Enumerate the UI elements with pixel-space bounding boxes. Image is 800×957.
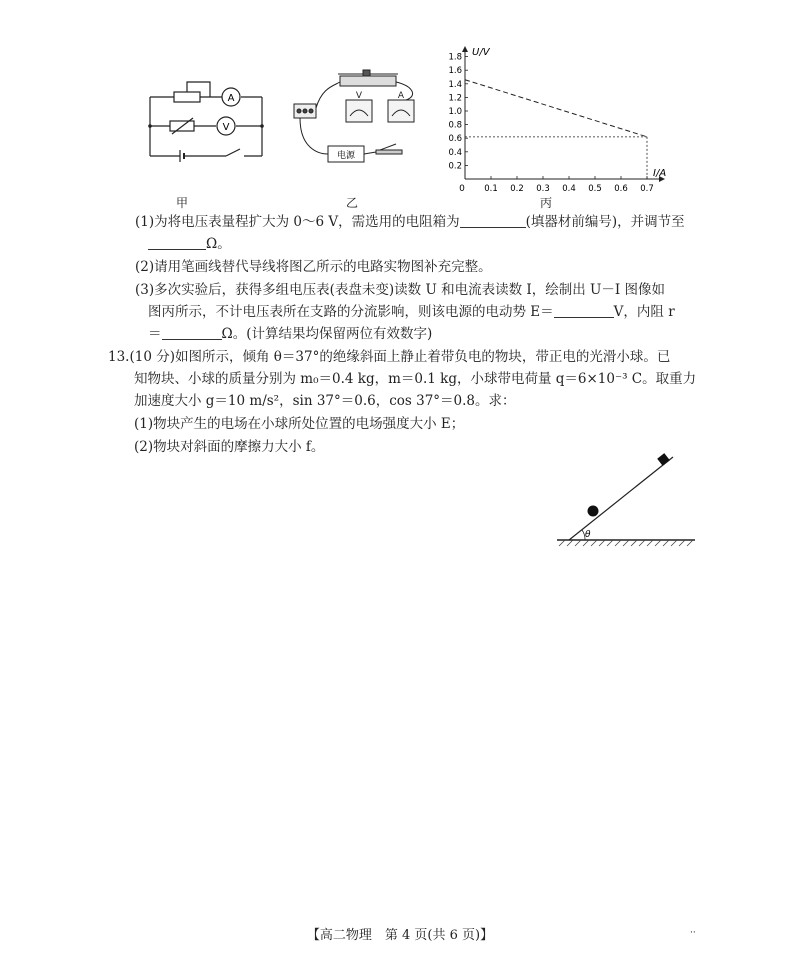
charged-block <box>657 453 670 466</box>
answer-blank-resistance-value[interactable] <box>148 235 206 250</box>
y-axis-arrow <box>462 46 468 52</box>
x-tick-label: 0.7 <box>640 184 654 194</box>
answer-blank-resistance-box[interactable] <box>460 213 526 228</box>
figure-caption-yi: 乙 <box>346 196 359 210</box>
y-tick-label: 1.6 <box>448 66 462 77</box>
q12-part2: (2)请用笔画线替代导线将图乙所示的电路实物图补充完整。 <box>135 259 492 275</box>
q12-part3-line1: (3)多次实验后，获得多组电压表(表盘未变)读数 U 和电流表读数 I，绘制出 U－I 图像如 <box>135 282 666 298</box>
figure-caption-bing: 丙 <box>540 196 553 210</box>
y-tick-label: 0.6 <box>448 134 462 145</box>
y-tick-label: 1.2 <box>448 93 462 104</box>
angle-label: θ <box>585 530 591 540</box>
svg-text:A: A <box>397 91 405 101</box>
charged-ball <box>588 506 599 517</box>
x-axis-label: I/A <box>653 168 667 179</box>
x-tick-label: 0.2 <box>510 184 524 194</box>
x-tick-label: 0.1 <box>484 184 498 194</box>
q13-sub2: (2)物块对斜面的摩擦力大小 f。 <box>134 439 325 455</box>
q12-part3-line2: 图丙所示，不计电压表所在支路的分流影响，则该电源的电动势 E＝ V，内阻 r <box>148 304 675 320</box>
q12-part1-line2: Ω。 <box>148 235 231 253</box>
y-axis-label: U/V <box>472 47 490 58</box>
y-tick-label: 0.2 <box>448 161 462 172</box>
q13-line3: 加速度大小 g＝10 m/s²，sin 37°＝0.6，cos 37°＝0.8。求： <box>134 393 516 409</box>
svg-text:V: V <box>355 91 363 101</box>
q13-line1: 13.(10 分)如图所示，倾角 θ＝37°的绝缘斜面上静止着带负电的物块，带正电的光滑小球。已 <box>108 349 671 365</box>
y-tick-label: 1.0 <box>448 107 462 117</box>
y-tick-label: 0.8 <box>448 120 462 131</box>
answer-blank-internal-resistance[interactable] <box>162 325 222 340</box>
x-tick-label: 0.6 <box>614 184 628 194</box>
q12-part3-line3: ＝ Ω。(计算结果均保留两位有效数字) <box>148 326 433 342</box>
apparatus-drawing-yi <box>288 68 428 168</box>
y-tick-label: 1.8 <box>448 52 462 63</box>
ammeter-label: A <box>227 93 235 104</box>
x-tick-label: 0.4 <box>562 184 576 194</box>
page-footer: 【高二物理 第 4 页(共 6 页)】 <box>306 928 494 943</box>
incline-diagram <box>555 452 700 552</box>
answer-blank-emf[interactable] <box>554 303 614 318</box>
u-i-series-line <box>465 80 647 137</box>
circuit-diagram-jia <box>140 70 275 165</box>
voltmeter-label: V <box>222 122 230 133</box>
y-tick-label: 0.4 <box>448 147 462 158</box>
incline-surface <box>569 457 673 540</box>
x-tick-label: 0.3 <box>536 184 550 194</box>
q13-line2: 知物块、小球的质量分别为 m₀＝0.4 kg，m＝0.1 kg，小球带电荷量 q＝6×10⁻³ C。取重力 <box>134 371 697 387</box>
figure-caption-jia: 甲 <box>176 196 189 210</box>
x-tick-label: 0.5 <box>588 184 602 194</box>
power-label: 电源 <box>336 151 356 161</box>
q12-part1-line1: (1)为将电压表量程扩大为 0～6 V，需选用的电阻箱为 (填器材前编号)，并调节至 <box>135 214 685 230</box>
origin-label: 0 <box>459 184 465 194</box>
page-mark: ·· <box>690 928 696 938</box>
y-tick-label: 1.4 <box>448 79 462 90</box>
q13-sub1: (1)物块产生的电场在小球所处位置的电场强度大小 E； <box>134 416 465 432</box>
u-i-chart <box>440 44 680 194</box>
